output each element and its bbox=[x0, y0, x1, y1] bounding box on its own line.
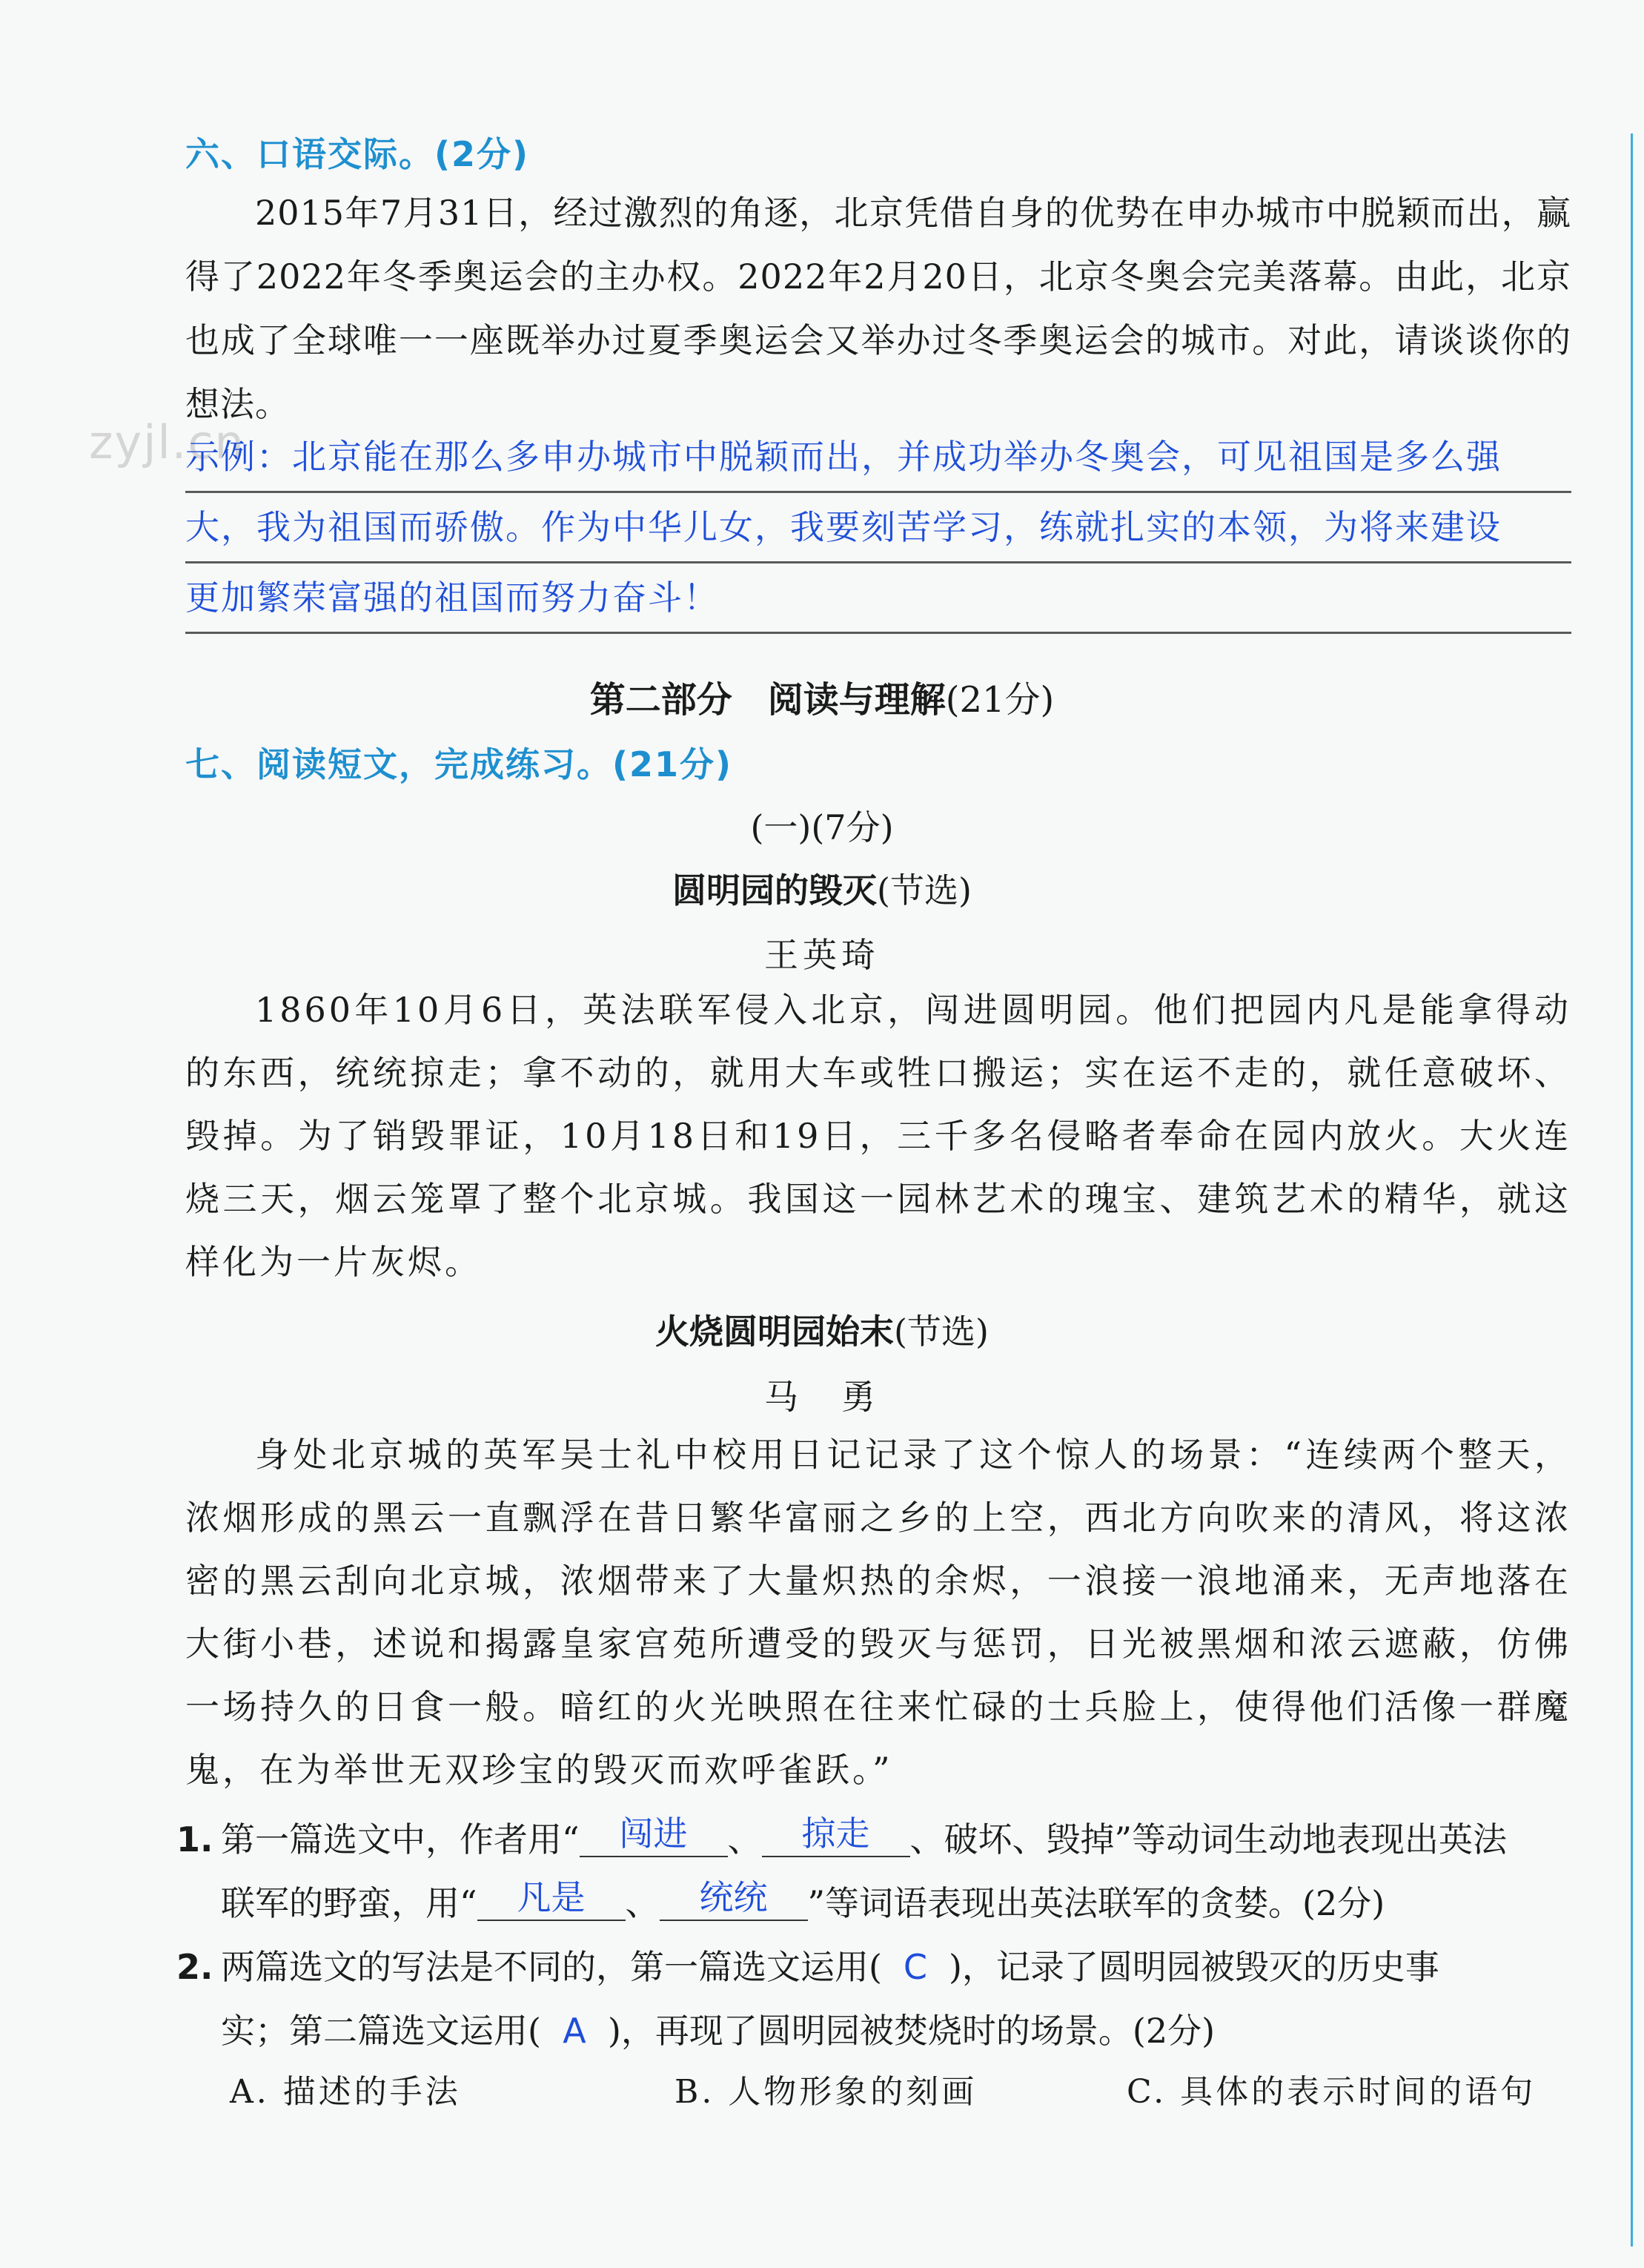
question-text: ”等词语表现出英法联军的贪婪。(2分) bbox=[807, 1883, 1385, 1923]
choice-answer: A bbox=[563, 2011, 586, 2051]
article-2-title-text: 火烧圆明园始末 bbox=[655, 1312, 895, 1352]
part-2-score: (21分) bbox=[945, 679, 1055, 721]
subsection-title: (一)(7分) bbox=[750, 807, 894, 847]
answer-blank: 统统 bbox=[660, 1875, 808, 1921]
answer-line: 更加繁荣富强的祖国而努力奋斗！ bbox=[185, 563, 1571, 634]
question-number: 2. bbox=[176, 1947, 213, 1987]
question-text: 第一篇选文中，作者用“ bbox=[221, 1819, 580, 1859]
choice-answer: C bbox=[903, 1947, 928, 1987]
article-1-title-text: 圆明园的毁灭 bbox=[672, 870, 878, 910]
article-1-note: (节选) bbox=[877, 870, 972, 910]
article-2-note: (节选) bbox=[894, 1312, 989, 1352]
question-text: )，记录了圆明园被毁灭的历史事 bbox=[948, 1947, 1439, 1987]
answer-blank: 闯进 bbox=[580, 1811, 728, 1857]
option-a: A. 描述的手法 bbox=[230, 2073, 461, 2111]
article-2-author: 马 勇 bbox=[764, 1377, 880, 1417]
answer-line: 大，我为祖国而骄傲。作为中华儿女，我要刻苦学习，练就扎实的本领，为将来建设 bbox=[185, 493, 1571, 563]
question-number: 1. bbox=[176, 1819, 213, 1859]
answer-line: 示例：北京能在那么多申办城市中脱颖而出，并成功举办冬奥会，可见祖国是多么强 bbox=[185, 423, 1571, 493]
article-1-author: 王英琦 bbox=[764, 935, 880, 975]
article-2-title bbox=[0, 1305, 1644, 1354]
question-text: 、破坏、毁掉”等动词生动地表现出英法 bbox=[909, 1819, 1508, 1859]
question-text: 两篇选文的写法是不同的，第一篇选文运用( bbox=[221, 1947, 882, 1987]
question-1 bbox=[176, 1808, 1577, 1935]
article-1-title bbox=[0, 864, 1644, 913]
separator: 、 bbox=[625, 1883, 660, 1923]
option-c: C. 具体的表示时间的语句 bbox=[1127, 2073, 1537, 2111]
part-2-title-text: 第二部分 阅读与理解 bbox=[589, 679, 946, 721]
option-b: B. 人物形象的刻画 bbox=[674, 2073, 978, 2111]
question-text: 实；第二篇选文运用( bbox=[221, 2011, 541, 2051]
part-2-title bbox=[0, 671, 1644, 722]
separator: 、 bbox=[727, 1819, 762, 1859]
answer-blank: 凡是 bbox=[477, 1875, 626, 1921]
section-6-heading: 六、口语交际。(2分) bbox=[185, 134, 530, 174]
question-2 bbox=[176, 1935, 1577, 2063]
question-text: )，再现了圆明园被焚烧时的场景。(2分) bbox=[607, 2011, 1216, 2051]
article-1-paragraph: 1860年10月6日，英法联军侵入北京，闯进圆明园。他们把园内凡是能拿得动的东西，统统掠走；拿不动的，就用大车或牲口搬运；实在运不走的，就任意破坏、毁掉。为了销毁罪证，10月18日和19日，三千多名侵略者奉命在园内放火。大火连烧三天，烟云笼罩了整个北京城。我国这一园林艺术的瑰宝、建筑艺术的精华，就这样化为一片灰烬。 bbox=[185, 990, 1571, 1282]
section-7-heading: 七、阅读短文，完成练习。(21分) bbox=[185, 744, 733, 784]
section-6-answer bbox=[185, 423, 1571, 634]
section-6-paragraph: 2015年7月31日，经过激烈的角逐，北京凭借自身的优势在申办城市中脱颖而出，赢得了2022年冬季奥运会的主办权。2022年2月20日，北京冬奥会完美落幕。由此，北京也成了全球唯一一座既举办过夏季奥运会又举办过冬季奥运会的城市。对此，请谈谈你的想法。 bbox=[185, 193, 1571, 424]
watermark: zyjl.cn bbox=[89, 415, 245, 469]
question-text: 联军的野蛮，用“ bbox=[221, 1883, 477, 1923]
page-edge-line bbox=[1631, 133, 1633, 2246]
article-2-paragraph: 身处北京城的英军吴士礼中校用日记记录了这个惊人的场景：“连续两个整天，浓烟形成的黑云一直飘浮在昔日繁华富丽之乡的上空，西北方向吹来的清风，将这浓密的黑云刮向北京城，浓烟带来了大量炽热的余烬，一浪接一浪地涌来，无声地落在大街小巷，述说和揭露皇家宫苑所遭受的毁灭与惩罚，日光被黑烟和浓云遮蔽，仿佛一场持久的日食一般。暗红的火光映照在往来忙碌的士兵脸上，使得他们活像一群魔鬼，在为举世无双珍宝的毁灭而欢呼雀跃。” bbox=[185, 1435, 1571, 1790]
answer-blank: 掠走 bbox=[762, 1811, 910, 1857]
